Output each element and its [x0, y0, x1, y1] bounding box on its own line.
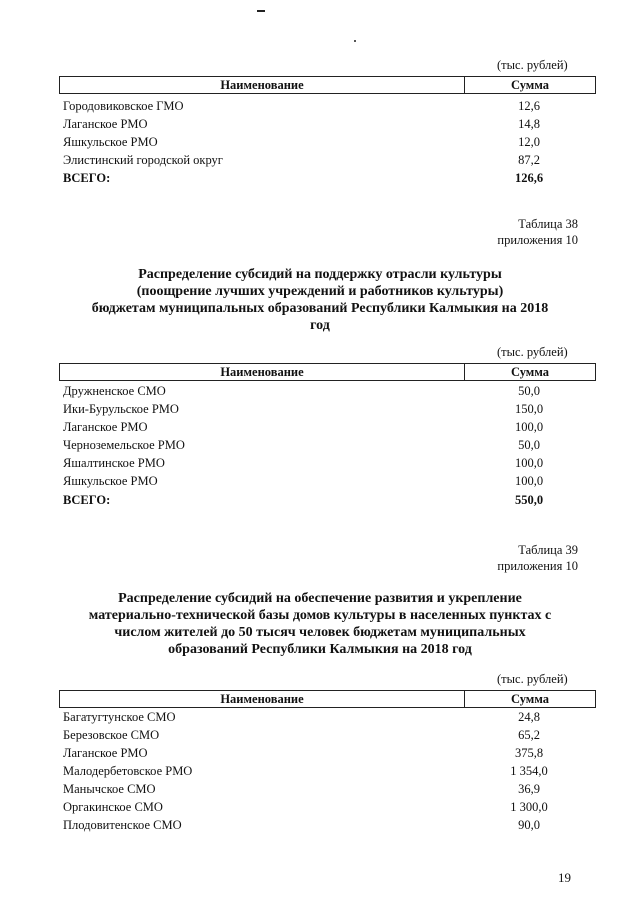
- units-label: (тыс. рублей): [497, 345, 568, 359]
- total-sum: 550,0: [514, 493, 544, 507]
- row-sum: 150,0: [514, 402, 544, 416]
- row-name: Лаганское РМО: [63, 117, 148, 131]
- table-row: [63, 710, 583, 728]
- table-row: [63, 800, 583, 818]
- row-sum: 50,0: [518, 384, 540, 398]
- table-row: [63, 117, 583, 135]
- table-row: [63, 818, 583, 836]
- title-line: Распределение субсидий на обеспечение развития и укрепление: [118, 591, 522, 606]
- table-header: [59, 363, 596, 381]
- row-sum: 1 300,0: [510, 800, 548, 814]
- row-name: Лаганское РМО: [63, 420, 148, 434]
- row-sum: 24,8: [518, 710, 540, 724]
- row-sum: 12,6: [518, 99, 540, 113]
- row-name: Багатугтунское СМО: [63, 710, 176, 724]
- row-sum: 100,0: [514, 420, 544, 434]
- table-row: [63, 402, 583, 420]
- table-number: Таблица 38: [518, 217, 578, 231]
- units-label: (тыс. рублей): [497, 672, 568, 686]
- table-row: [63, 456, 583, 474]
- table-row: [63, 384, 583, 402]
- title-line: образований Республики Калмыкия на 2018 год: [168, 642, 472, 657]
- total-row: [63, 171, 583, 189]
- total-label: ВСЕГО:: [63, 493, 111, 507]
- total-label: ВСЕГО:: [63, 171, 111, 185]
- row-sum: 90,0: [518, 818, 540, 832]
- section-title: [50, 590, 590, 658]
- row-sum: 65,2: [518, 728, 540, 742]
- col-name-header: Наименование: [60, 77, 465, 93]
- page-number: 19: [558, 870, 571, 885]
- title-line: бюджетам муниципальных образований Республики Калмыкия на 2018: [91, 301, 549, 316]
- table-header: [59, 76, 596, 94]
- col-sum-header: Сумма: [511, 78, 549, 92]
- row-name: Ики-Бурульское РМО: [63, 402, 179, 416]
- row-name: Березовское СМО: [63, 728, 160, 742]
- row-name: Черноземельское РМО: [63, 438, 185, 452]
- row-sum: 50,0: [518, 438, 540, 452]
- row-name: Элистинский городской округ: [63, 153, 223, 167]
- table-row: [63, 764, 583, 782]
- title-line: материально-технической базы домов культуры в населенных пунктах с: [88, 608, 552, 623]
- table-row: [63, 420, 583, 438]
- title-line: год: [310, 318, 330, 333]
- row-name: Плодовитенское СМО: [63, 818, 182, 832]
- title-line: (поощрение лучших учреждений и работников культуры): [136, 284, 504, 299]
- table-number: Таблица 39: [518, 543, 578, 557]
- row-name: Городовиковское ГМО: [63, 99, 184, 113]
- row-sum: 375,8: [514, 746, 544, 760]
- row-name: Малодербетовское РМО: [63, 764, 193, 778]
- table-row: [63, 99, 583, 117]
- row-name: Манычское СМО: [63, 782, 156, 796]
- table-row: [63, 746, 583, 764]
- row-name: Яшкульское РМО: [63, 135, 158, 149]
- scan-speck: [354, 40, 356, 42]
- table-row: [63, 728, 583, 746]
- table-row: [63, 782, 583, 800]
- row-name: Оргакинское СМО: [63, 800, 163, 814]
- total-sum: 126,6: [514, 171, 544, 185]
- appendix-label: приложения 10: [497, 233, 578, 247]
- title-line: числом жителей до 50 тысяч человек бюджетам муниципальных: [114, 625, 526, 640]
- table-header: [59, 690, 596, 708]
- row-sum: 87,2: [518, 153, 540, 167]
- row-sum: 36,9: [518, 782, 540, 796]
- row-sum: 100,0: [514, 474, 544, 488]
- table-caption: [460, 542, 578, 574]
- row-name: Дружненское СМО: [63, 384, 166, 398]
- table-row: [63, 135, 583, 153]
- row-name: Лаганское РМО: [63, 746, 148, 760]
- table-row: [63, 153, 583, 171]
- table-row: [63, 474, 583, 492]
- units-label: (тыс. рублей): [497, 58, 568, 72]
- table-row: [63, 438, 583, 456]
- section-title: [50, 266, 590, 334]
- col-sum-header: Сумма: [511, 692, 549, 706]
- appendix-label: приложения 10: [497, 559, 578, 573]
- total-row: [63, 493, 583, 511]
- row-sum: 14,8: [518, 117, 540, 131]
- col-sum-header: Сумма: [511, 365, 549, 379]
- col-name-header: Наименование: [60, 691, 465, 707]
- col-name-header: Наименование: [60, 364, 465, 380]
- row-sum: 100,0: [514, 456, 544, 470]
- row-sum: 12,0: [518, 135, 540, 149]
- scan-mark: [257, 10, 265, 12]
- row-name: Яшалтинское РМО: [63, 456, 165, 470]
- table-caption: [460, 216, 578, 248]
- title-line: Распределение субсидий на поддержку отрасли культуры: [138, 267, 502, 282]
- row-name: Яшкульское РМО: [63, 474, 158, 488]
- row-sum: 1 354,0: [510, 764, 548, 778]
